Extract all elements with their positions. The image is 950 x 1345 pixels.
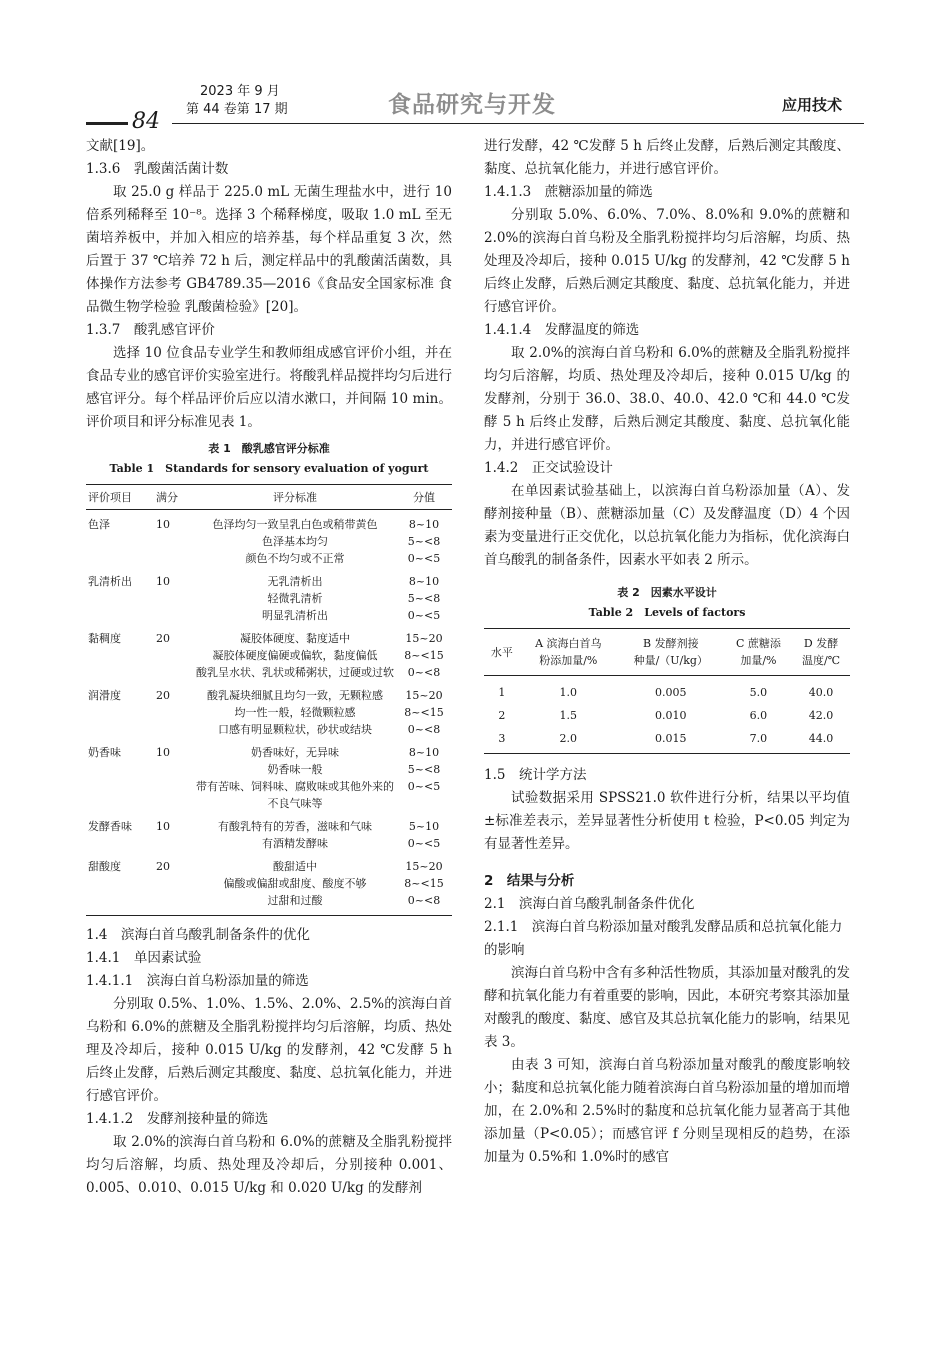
full-score: 10: [156, 575, 170, 588]
section-1-4-1-1-text: 分别取 0.5%、1.0%、1.5%、2.0%、2.5%的滨海白首乌粉和 6.0%的蔗糖及全脂乳粉搅拌均匀后溶解，均质、热处理及冷却后，接种 0.015 U/kg 的发酵剂，42 ℃发酵 5 h 后终止发酵，后熟后测定其酸度、黏度、总抗氧化能力，并进行感官评价。: [86, 996, 452, 1104]
evaluation-item: [86, 778, 154, 812]
section-1-4-1-1-heading: 1.4.1.1 滨海白首乌粉添加量的筛选: [86, 973, 309, 989]
full-score: [154, 835, 194, 852]
score-range: 5~<8: [407, 592, 441, 605]
section-1-3-6-text: 取 25.0 g 样品于 225.0 mL 无菌生理盐水中，进行 10 倍系列稀释至 10⁻⁸。选择 3 个稀释梯度，吸取 1.0 mL 至无菌培养板中，并加入相应的培养基，每个样品重复 3 次，然后置于 37 ℃培养 72 h 后，测定样品中的乳酸菌活菌数，具体操作方法参考 GB4789.35—2016《食品安全国家标准 食品微生物学检验 乳酸菌检验》[20]。: [86, 184, 452, 315]
evaluation-item: [86, 533, 154, 550]
full-score: [154, 704, 194, 721]
evaluation-item: 润滑度: [88, 689, 121, 702]
score-range: 8~<15: [404, 706, 444, 719]
table-row: [86, 892, 452, 916]
score-range: 8~10: [408, 518, 440, 531]
table-row: [86, 738, 452, 761]
table-row: [484, 704, 850, 727]
score-range: 0~<5: [407, 552, 441, 565]
evaluation-item: [86, 761, 154, 778]
section-1-4-heading: 1.4 滨海白首乌酸乳制备条件的优化: [86, 927, 310, 943]
full-score: [154, 590, 194, 607]
table-cell: 42.0: [808, 709, 834, 722]
section-1-4-2-heading: 1.4.2 正交试验设计: [484, 460, 613, 476]
scoring-criterion: 均一性一般，轻微颗粒感: [234, 706, 356, 719]
scoring-criterion: 颜色不均匀或不正常: [245, 552, 345, 565]
table-header-cell: 评价项目: [86, 485, 154, 510]
section-1-3-7-heading: 1.3.7 酸乳感官评价: [86, 322, 215, 338]
table-row: [86, 761, 452, 778]
section-1-4-1-4-text: 取 2.0%的滨海白首乌粉和 6.0%的蔗糖及全脂乳粉搅拌均匀后溶解，均质、热处理及冷却后，接种 0.015 U/kg 的发酵剂，分别于 36.0、38.0、40.0、42.0 ℃和 44.0 ℃发酵 5 h 后终止发酵，后熟后测定其酸度、黏度、总抗氧化能力，并进行感官评价。: [484, 345, 850, 453]
table-header-cell: 满分: [154, 485, 194, 510]
table-row: [86, 835, 452, 852]
table-header-line: 水平: [490, 645, 513, 659]
evaluation-item: 甜酸度: [88, 860, 121, 873]
evaluation-item: [86, 607, 154, 624]
table-header-line: 温度/℃: [802, 654, 841, 667]
table-cell: 7.0: [725, 727, 792, 754]
evaluation-item: 黏稠度: [88, 632, 121, 645]
evaluation-item: [86, 647, 154, 664]
journal-title: 食品研究与开发: [388, 92, 556, 118]
table-row: [86, 721, 452, 738]
table-cell: 2: [498, 709, 506, 722]
table-header-line: B 发酵剂接: [642, 637, 699, 650]
table-2-caption-cn: 表 2 因素水平设计: [617, 586, 717, 599]
table-row: [86, 624, 452, 647]
scoring-criterion: 轻微乳清析: [267, 592, 323, 605]
table-header-cell: 评分标准: [194, 485, 396, 510]
table-header-line: 粉添加量/%: [539, 654, 598, 667]
scoring-criterion: 奶香味好，无异味: [251, 746, 339, 759]
section-1-3-7-text: 选择 10 位食品专业学生和教师组成感官评价小组，并在食品专业的感官评价实验室进行。将酸乳样品搅拌均匀后进行感官评分。每个样品评价后应以清水漱口，并间隔 10 min。评价项目和评分标准见表 1。: [86, 345, 452, 430]
page-number: 84: [132, 109, 160, 134]
full-score: [154, 761, 194, 778]
table-2: [484, 584, 850, 754]
score-range: 5~<8: [407, 535, 441, 548]
table-row: [484, 727, 850, 754]
evaluation-item: 色泽: [88, 518, 110, 531]
full-score: [154, 550, 194, 567]
table-cell: 6.0: [749, 709, 768, 722]
table-cell: 1.5: [559, 709, 578, 722]
scoring-criterion: 明显乳清析出: [262, 609, 328, 622]
table-row: [86, 681, 452, 704]
table-header-cell: [725, 629, 792, 676]
evaluation-item: 乳清析出: [88, 575, 132, 588]
score-range: 8~<15: [404, 877, 444, 890]
section-2-heading: 2 结果与分析: [484, 873, 575, 889]
scoring-criterion: 带有苦味、饲料味、腐败味或其他外来的不良气味等: [196, 780, 394, 810]
section-1-4-2-text: 在单因素试验基础上，以滨海白首乌粉添加量（A）、发酵剂接种量（B）、蔗糖添加量（C）及发酵温度（D）4 个因素为变量进行正交优化，以总抗氧化能力为指标，优化滨海白首乌酸乳的制备条件，因素水平如表 2 所示。: [484, 483, 850, 568]
scoring-criterion: 口感有明显颗粒状，砂状或结块: [218, 723, 372, 736]
section-1-4-1-3-text: 分别取 5.0%、6.0%、7.0%、8.0%和 9.0%的蔗糖和 2.0%的滨海白首乌粉及全脂乳粉搅拌均匀后溶解，均质、热处理及冷却后，接种 0.015 U/kg 的发酵剂，42 ℃发酵 5 h 后终止发酵，后熟后测定其酸度、黏度、总抗氧化能力，并进行感官评价。: [484, 207, 850, 315]
score-range: 15~20: [405, 632, 443, 645]
score-range: 0~<5: [407, 780, 441, 793]
score-range: 0~<5: [407, 837, 441, 850]
section-1-4-1-3-heading: 1.4.1.3 蔗糖添加量的筛选: [484, 184, 653, 200]
section-1-4-1-4-heading: 1.4.1.4 发酵温度的筛选: [484, 322, 640, 338]
table-header-cell: 分值: [396, 485, 452, 510]
section-2-1-1-heading: 2.1.1 滨海白首乌粉添加量对酸乳发酵品质和总抗氧化能力的影响: [484, 919, 843, 958]
full-score: [154, 892, 194, 916]
header-rule: [172, 123, 864, 124]
evaluation-item: 奶香味: [88, 746, 121, 759]
right-column: [484, 135, 850, 1169]
table-row: [86, 550, 452, 567]
score-range: 0~<8: [396, 892, 452, 916]
score-range: 5~<8: [407, 763, 441, 776]
table-cell: 2.0: [520, 727, 617, 754]
section-1-4-1-2-text: 取 2.0%的滨海白首乌粉和 6.0%的蔗糖及全脂乳粉搅拌均匀后溶解，均质、热处理及冷却后，分别接种 0.001、0.005、0.010、0.015 U/kg 和 0.020 U/kg 的发酵剂: [86, 1134, 452, 1196]
section-label: 应用技术: [782, 96, 843, 114]
full-score: [154, 721, 194, 738]
table-row: [484, 676, 850, 705]
table-cell: 1: [498, 686, 506, 699]
table-header-cell: [792, 629, 850, 676]
section-1-5-text: 试验数据采用 SPSS21.0 软件进行分析，结果以平均值±标准差表示，差异显著性分析使用 t 检验，P<0.05 判定为有显著性差异。: [484, 790, 850, 852]
section-1-5-heading: 1.5 统计学方法: [484, 767, 587, 783]
table-row: [86, 607, 452, 624]
table-header-line: 加量/%: [740, 654, 777, 667]
score-range: 8~10: [408, 575, 440, 588]
evaluation-item: [86, 892, 154, 916]
table-row: [86, 852, 452, 875]
score-range: 15~20: [405, 860, 443, 873]
full-score: 10: [156, 820, 170, 833]
score-range: 0~<8: [407, 666, 441, 679]
scoring-criterion: 色泽基本均匀: [262, 535, 328, 548]
table-header-cell: [520, 629, 617, 676]
table-row: [86, 664, 452, 681]
score-range: 0~<8: [407, 723, 441, 736]
full-score: 20: [156, 632, 170, 645]
table-header-cell: [617, 629, 725, 676]
scoring-criterion: 酸乳凝块细腻且均匀一致，无颗粒感: [207, 689, 383, 702]
table-cell: 3: [484, 727, 520, 754]
scoring-criterion: 酸乳呈水状、乳状或稀粥状，过硬或过软: [196, 666, 394, 679]
score-range: 8~<15: [404, 649, 444, 662]
full-score: [154, 875, 194, 892]
evaluation-item: [86, 550, 154, 567]
score-range: 0~<5: [407, 609, 441, 622]
table-1-caption-cn: 表 1 酸乳感官评分标准: [208, 442, 330, 455]
table-row: [86, 567, 452, 590]
volume-issue: 第 44 卷第 17 期: [186, 102, 288, 117]
full-score: 10: [156, 746, 170, 759]
table-row: [86, 590, 452, 607]
full-score: [154, 778, 194, 812]
table-cell: 0.015: [617, 727, 725, 754]
scoring-criterion: 酸甜适中: [273, 860, 317, 873]
table-header-row: [484, 629, 850, 676]
section-1-4-1-2-heading: 1.4.1.2 发酵剂接种量的筛选: [86, 1111, 269, 1127]
evaluation-item: [86, 875, 154, 892]
section-2-1-1-text-2: 由表 3 可知，滨海白首乌粉添加量对酸乳的酸度影响较小；黏度和总抗氧化能力随着滨海白首乌粉添加量的增加而增加，在 2.0%和 2.5%时的黏度和总抗氧化能力显著高于其他添加量（P<0.05）；而感官评 f 分则呈现相反的趋势，在添加量为 0.5%和 1.0%时的感官: [484, 1057, 850, 1165]
table-body: [86, 510, 452, 916]
score-range: 15~20: [405, 689, 443, 702]
table-row: [86, 704, 452, 721]
full-score: 20: [156, 860, 170, 873]
full-score: [154, 533, 194, 550]
section-1-4-1-heading: 1.4.1 单因素试验: [86, 950, 202, 966]
table-header-line: 种量/（U/kg）: [633, 654, 708, 667]
table-cell: 0.010: [655, 709, 687, 722]
score-range: 5~10: [408, 820, 440, 833]
evaluation-item: [86, 590, 154, 607]
continued-text: 进行发酵，42 ℃发酵 5 h 后终止发酵，后熟后测定其酸度、黏度、总抗氧化能力，并进行感官评价。: [484, 138, 850, 177]
table-2-caption-en: Table 2 Levels of factors: [588, 606, 746, 619]
table-1: [86, 440, 452, 916]
evaluation-item: [86, 664, 154, 681]
evaluation-item: 发酵香味: [88, 820, 132, 833]
scoring-criterion: 凝胶体硬度偏硬或偏软，黏度偏低: [212, 649, 378, 662]
table-row: [86, 778, 452, 812]
table-header-cell: [484, 629, 520, 676]
scoring-criterion: 无乳清析出: [267, 575, 323, 588]
full-score: [154, 607, 194, 624]
table-row: [86, 510, 452, 534]
section-2-1-1-text-1: 滨海白首乌粉中含有多种活性物质，其添加量对酸乳的发酵和抗氧化能力有着重要的影响，因此，本研究考察其添加量对酸乳的酸度、黏度、感官及其总抗氧化能力的影响，结果见表 3。: [484, 965, 850, 1050]
table-header-row: [86, 485, 452, 510]
scoring-criterion: 色泽均匀一致呈乳白色或稍带黄色: [212, 518, 378, 531]
table-cell: 44.0: [792, 727, 850, 754]
section-1-3-6-heading: 1.3.6 乳酸菌活菌计数: [86, 161, 229, 177]
factor-levels-table: [484, 628, 850, 754]
scoring-criterion: 偏酸或偏甜或甜度、酸度不够: [223, 877, 367, 890]
table-cell: 5.0: [749, 686, 768, 699]
scoring-criterion: 奶香味一般: [267, 763, 323, 776]
reference-tail: 文献[19]。: [86, 138, 155, 154]
page-header: [0, 0, 950, 140]
table-cell: 0.005: [655, 686, 687, 699]
sensory-standards-table: [86, 484, 452, 916]
left-column: [86, 135, 452, 1200]
full-score: [154, 664, 194, 681]
evaluation-item: [86, 721, 154, 738]
full-score: 10: [156, 518, 170, 531]
table-1-caption-en: Table 1 Standards for sensory evaluation of yogurt: [109, 462, 429, 475]
table-cell: 1.0: [559, 686, 578, 699]
table-row: [86, 647, 452, 664]
scoring-criterion: 过甜和过酸: [194, 892, 396, 916]
table-header-line: C 蔗糖添: [735, 637, 781, 650]
table-header-line: D 发酵: [803, 637, 839, 650]
section-2-1-heading: 2.1 滨海白首乌酸乳制备条件优化: [484, 896, 695, 912]
evaluation-item: [86, 835, 154, 852]
score-range: 8~10: [408, 746, 440, 759]
evaluation-item: [86, 704, 154, 721]
scoring-criterion: 凝胶体硬度、黏度适中: [240, 632, 350, 645]
full-score: 20: [156, 689, 170, 702]
table-cell: 40.0: [808, 686, 834, 699]
issue-date: 2023 年 9 月: [200, 84, 280, 99]
table-header-line: A 滨海白首乌: [535, 637, 602, 650]
table-row: [86, 812, 452, 835]
full-score: [154, 647, 194, 664]
scoring-criterion: 有酸乳特有的芳香，滋味和气味: [218, 820, 372, 833]
table-row: [86, 875, 452, 892]
table-body: [484, 676, 850, 754]
header-rule-thick: [86, 122, 128, 125]
table-row: [86, 533, 452, 550]
scoring-criterion: 有酒精发酵味: [262, 837, 328, 850]
